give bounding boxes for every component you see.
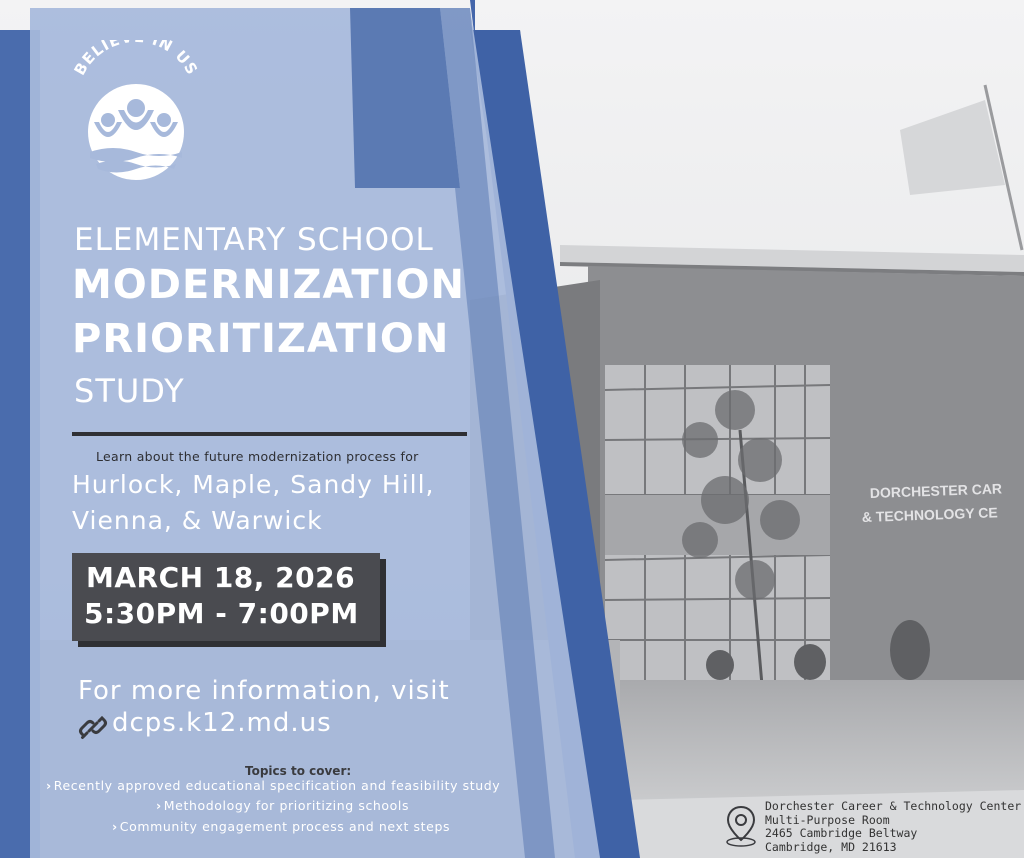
title-line1: ELEMENTARY SCHOOL <box>74 222 434 258</box>
website-link[interactable]: dcps.k12.md.us <box>112 708 332 738</box>
logo-arc-text: BELIE IN US <box>70 40 202 79</box>
title-line4: STUDY <box>74 372 185 410</box>
location-city: Cambridge, MD 21613 <box>765 839 897 854</box>
topic-text: Methodology for prioritizing schools <box>163 798 410 813</box>
info-line1: For more information, visit <box>78 676 450 706</box>
title-line2: MODERNIZATION <box>72 262 465 308</box>
divider <box>72 432 467 436</box>
location-block <box>765 800 1021 854</box>
chevron-right-icon: › <box>156 798 162 813</box>
location-name: Dorchester Career & Technology Center <box>765 799 1022 813</box>
chevron-right-icon: › <box>112 819 118 834</box>
link-icon <box>78 712 108 742</box>
topic-item-2 <box>156 798 409 813</box>
title-line3: PRIORITIZATION <box>72 316 450 362</box>
intro-text: Learn about the future modernization process for <box>96 449 419 464</box>
svg-text:BELIEVE IN US <box>71 40 202 78</box>
date-box <box>72 553 380 641</box>
topic-item-1 <box>46 778 500 793</box>
chevron-right-icon: › <box>46 778 52 793</box>
topic-text: Community engagement process and next steps <box>119 819 451 834</box>
schools-line2: Vienna, & Warwick <box>72 506 323 535</box>
logo <box>66 40 206 185</box>
logo-emblem-icon <box>66 40 206 185</box>
topic-item-3 <box>112 819 450 834</box>
topics-heading: Topics to cover: <box>245 764 352 778</box>
building-sign-line2: & TECHNOLOGY CE <box>861 504 998 525</box>
schools-line1: Hurlock, Maple, Sandy Hill, <box>72 470 435 499</box>
event-time: 5:30PM - 7:00PM <box>84 597 359 630</box>
map-pin-icon <box>724 804 758 848</box>
building-sign-line1: DORCHESTER CAR <box>869 480 1003 501</box>
topic-text: Recently approved educational specification and feasibility study <box>53 778 501 793</box>
location-street: 2465 Cambridge Beltway <box>765 826 918 840</box>
location-room: Multi-Purpose Room <box>765 812 890 827</box>
event-date: MARCH 18, 2026 <box>86 561 356 594</box>
